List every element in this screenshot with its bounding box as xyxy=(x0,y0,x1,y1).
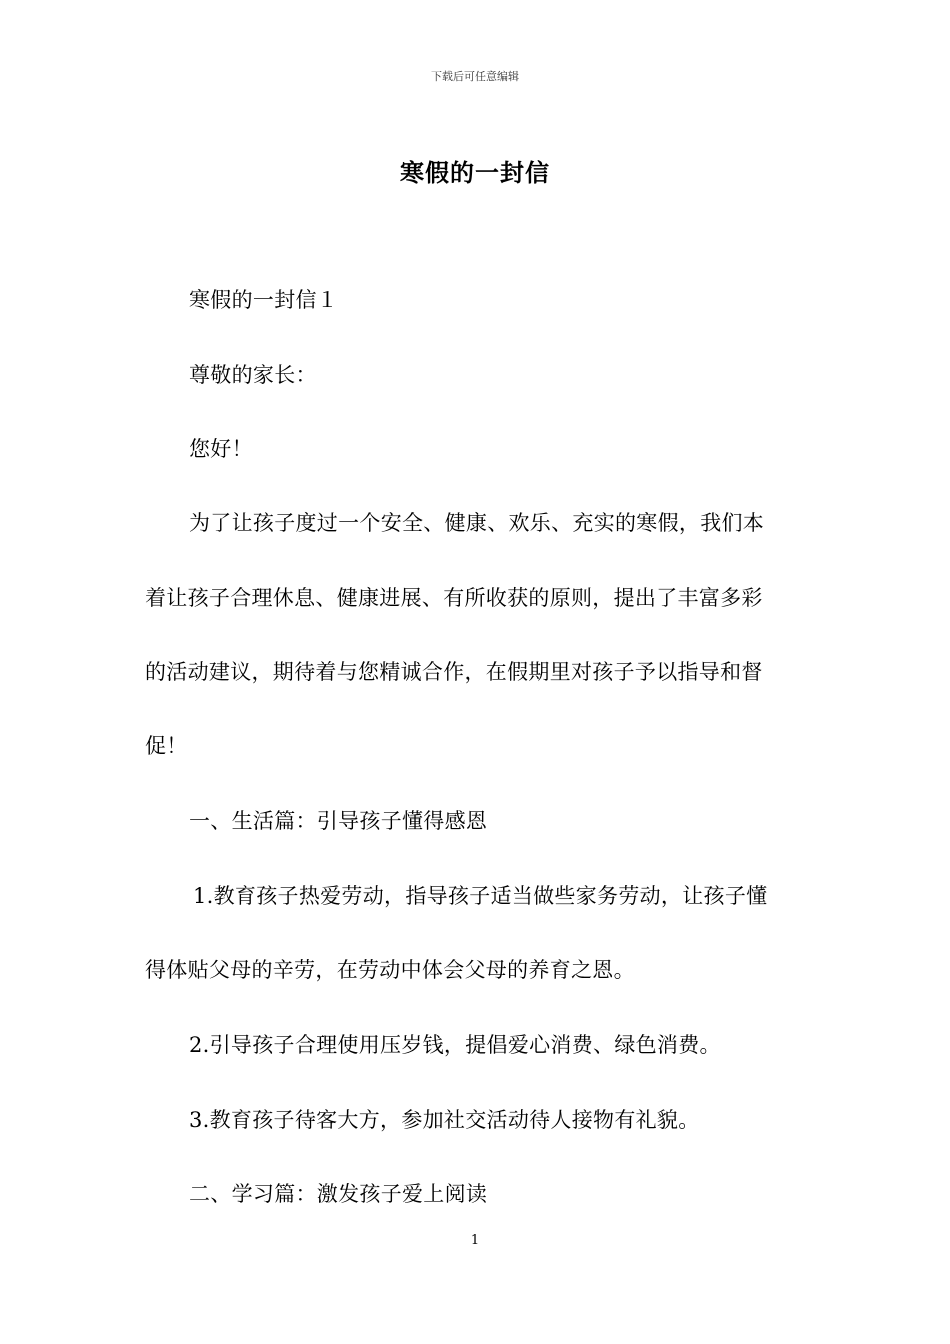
greeting: 您好！ xyxy=(189,437,253,461)
intro-line-1: 为了让孩子度过一个安全、健康、欢乐、充实的寒假，我们本 xyxy=(189,511,765,535)
section-heading-study: 二、学习篇：激发孩子爱上阅读 xyxy=(189,1182,488,1206)
intro-line-3: 的活动建议，期待着与您精诚合作，在假期里对孩子予以指导和督 xyxy=(145,660,763,684)
intro-line-4: 促！ xyxy=(145,734,188,758)
item-1-line-2: 得体贴父母的辛劳，在劳动中体会父母的养育之恩。 xyxy=(145,958,635,982)
section-heading-life: 一、生活篇：引导孩子懂得感恩 xyxy=(189,809,488,833)
item-1-line-1: 1.教育孩子热爱劳动，指导孩子适当做些家务劳动，让孩子懂 xyxy=(193,884,768,908)
document-title: 寒假的一封信 xyxy=(400,158,550,187)
item-2: 2.引导孩子合理使用压岁钱，提倡爱心消费、绿色消费。 xyxy=(189,1033,721,1057)
salutation: 尊敬的家长： xyxy=(189,363,317,387)
letter-subtitle: 寒假的一封信１ xyxy=(189,288,339,312)
item-3: 3.教育孩子待客大方，参加社交活动待人接物有礼貌。 xyxy=(189,1108,700,1132)
page-number: 1 xyxy=(470,1233,480,1248)
intro-line-2: 着让孩子合理休息、健康进展、有所收获的原则，提出了丰富多彩 xyxy=(145,586,763,610)
header-note: 下载后可任意编辑 xyxy=(431,70,519,83)
